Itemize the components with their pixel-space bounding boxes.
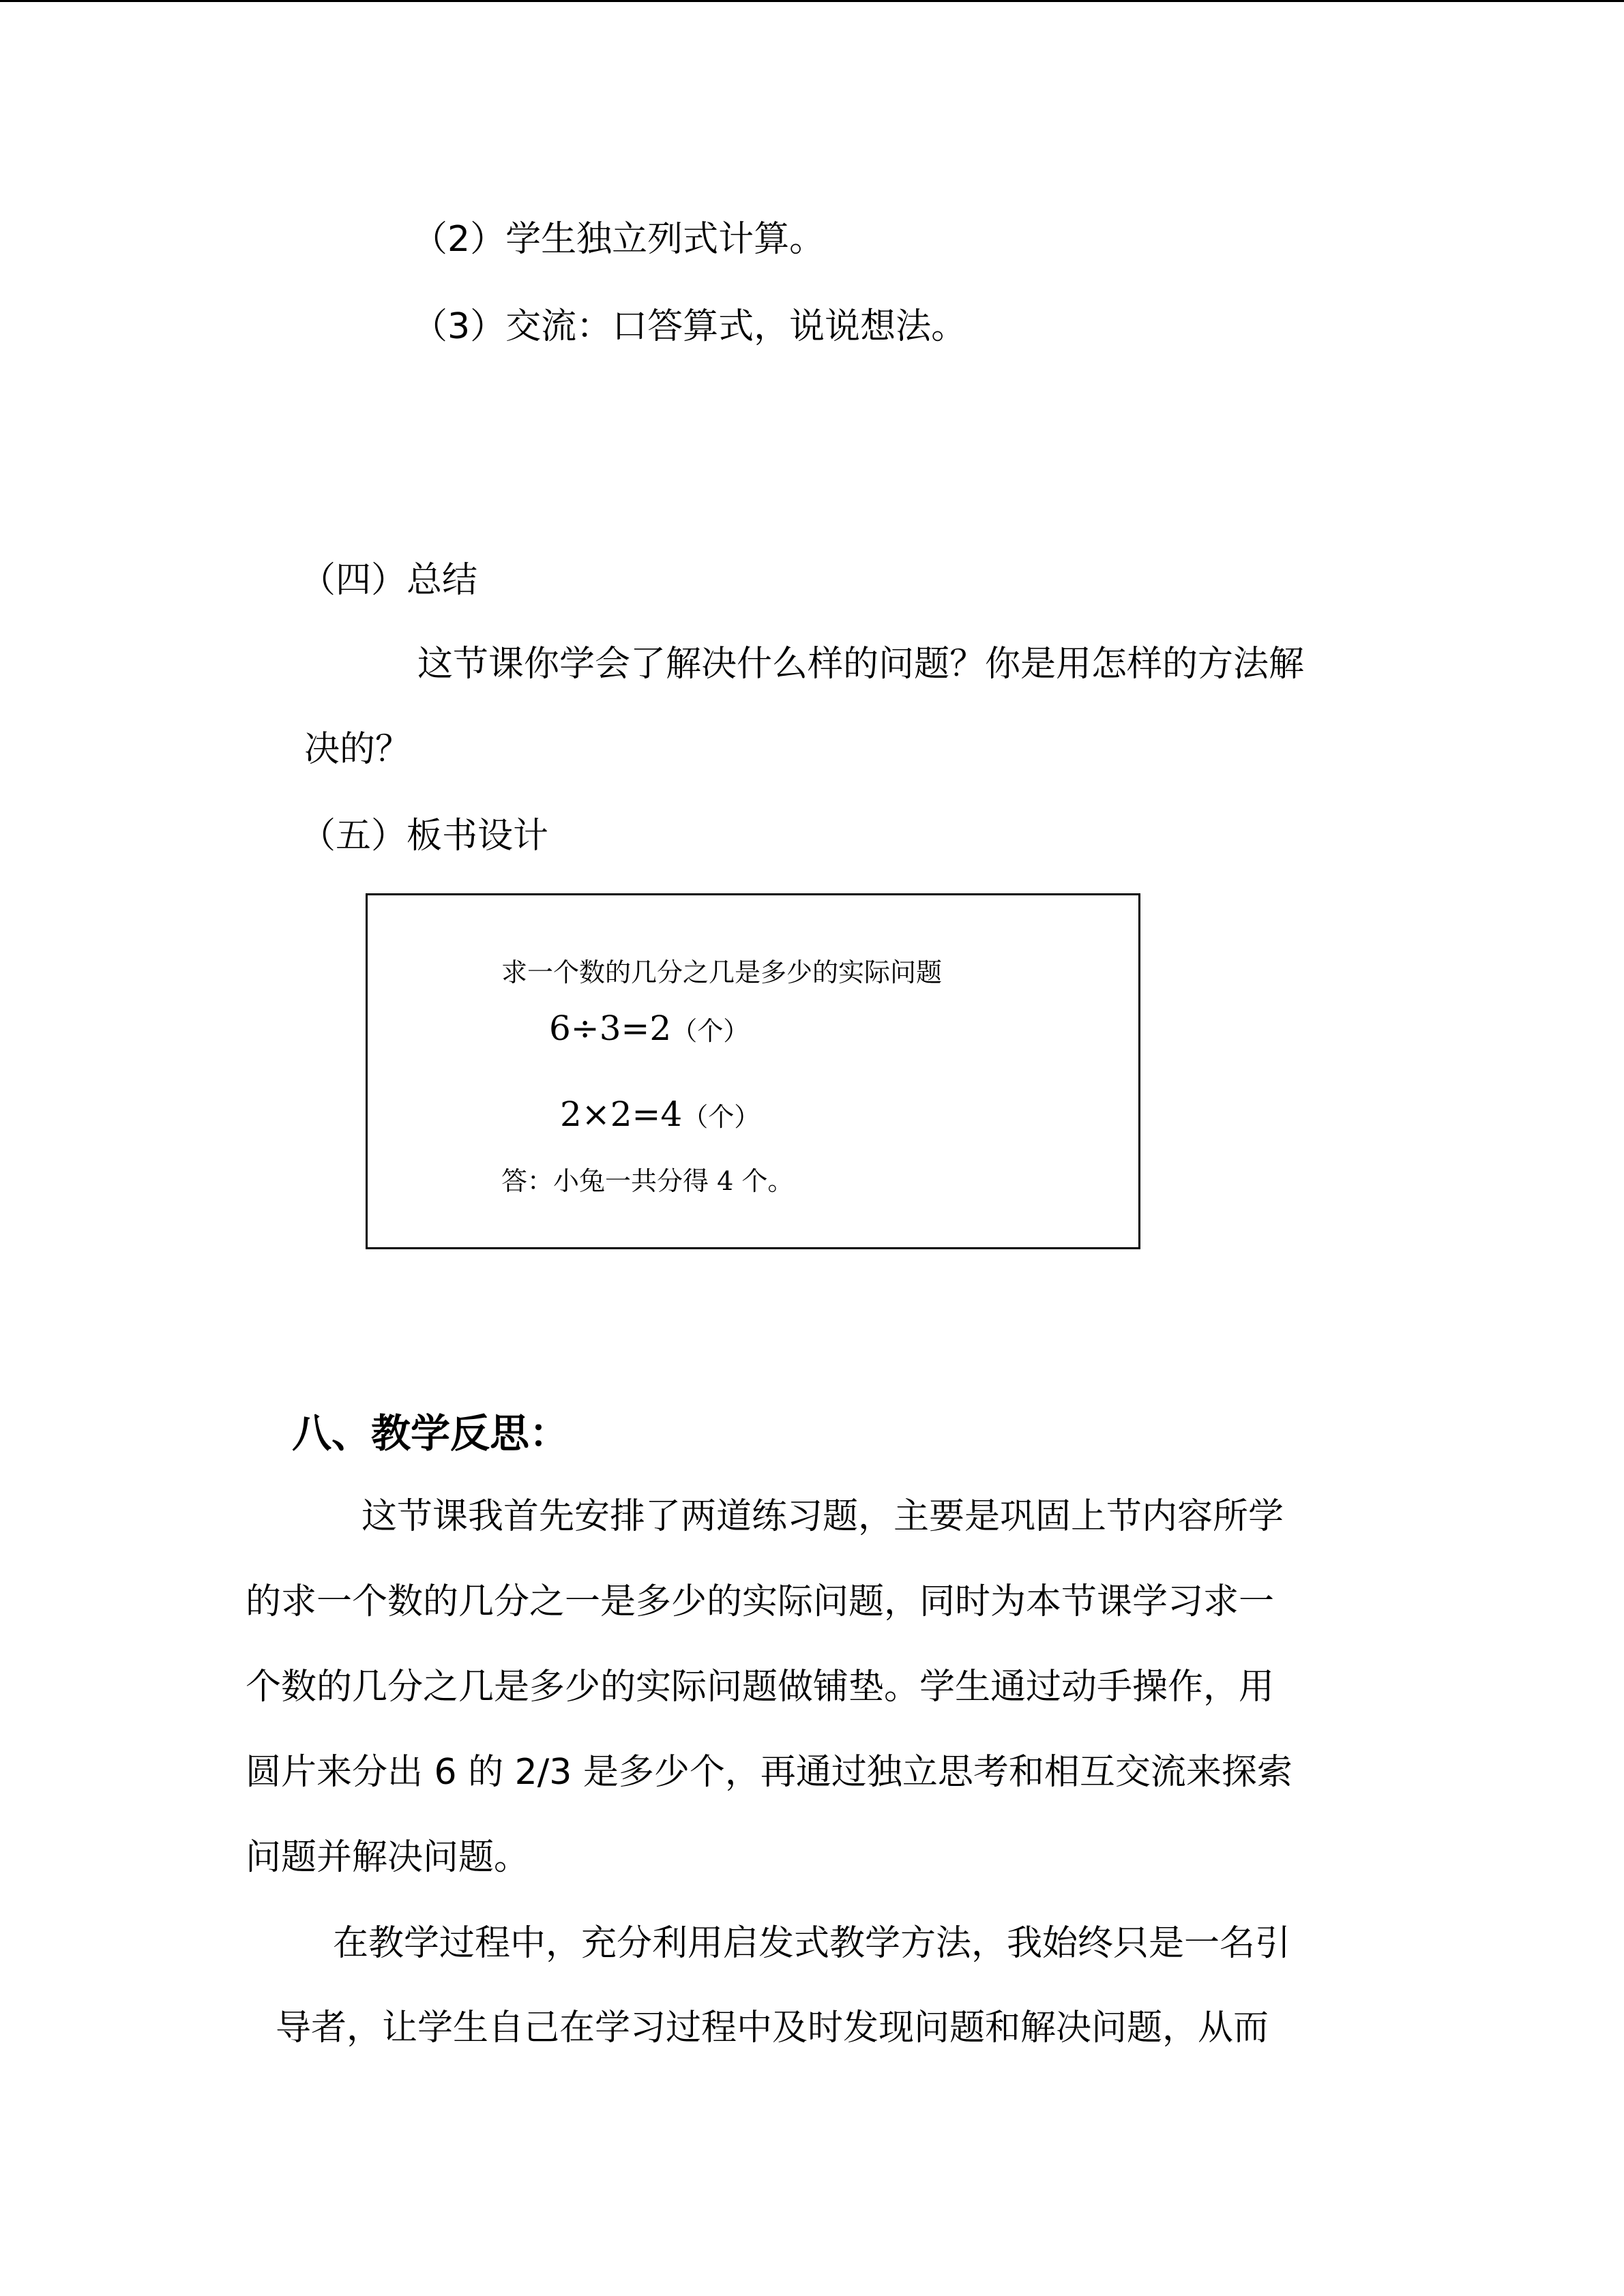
board-equation-1-expr: 6÷3=2 — [549, 1009, 672, 1048]
board-equation-1 — [549, 1009, 749, 1048]
summary-heading: （四）总结 — [300, 560, 478, 601]
reflection-para2-line-2: 导者，让学生自己在学习过程中及时发现问题和解决问题，从而 — [276, 2008, 1269, 2048]
board-title: 求一个数的几分之几是多少的实际问题 — [501, 957, 943, 987]
board-equation-2-expr: 2×2=4 — [560, 1094, 683, 1134]
board-design-heading: （五）板书设计 — [300, 816, 549, 856]
board-equation-1-unit: （个） — [671, 1016, 750, 1046]
page-top-border — [0, 0, 1624, 2]
board-equation-2-unit: （个） — [682, 1102, 761, 1132]
step-2-text: （2）学生独立列式计算。 — [412, 219, 825, 260]
reflection-para2-line-1: 在教学过程中，充分利用启发式教学方法，我始终只是一名引 — [333, 1923, 1291, 1964]
reflection-para1-line-2: 的求一个数的几分之一是多少的实际问题，同时为本节课学习求一 — [246, 1581, 1275, 1622]
board-equation-2 — [560, 1094, 760, 1134]
summary-text-line-2: 决的？ — [304, 729, 411, 770]
step-3-text: （3）交流：口答算式，说说想法。 — [412, 306, 967, 347]
board-design-box — [366, 893, 1140, 1249]
reflection-heading: 八、教学反思： — [292, 1410, 570, 1457]
reflection-para1-line-4: 圆片来分出 6 的 2/3 是多少个，再通过独立思考和相互交流来探索 — [246, 1752, 1293, 1793]
board-answer: 答：小兔一共分得 4 个。 — [501, 1166, 794, 1196]
reflection-para1-line-5: 问题并解决问题。 — [246, 1837, 530, 1878]
reflection-para1-line-3: 个数的几分之几是多少的实际问题做铺垫。学生通过动手操作，用 — [246, 1667, 1275, 1708]
summary-text-line-1: 这节课你学会了解决什么样的问题？你是用怎样的方法解 — [417, 644, 1305, 685]
reflection-para1-line-1: 这节课我首先安排了两道练习题，主要是巩固上节内容所学 — [361, 1496, 1284, 1537]
